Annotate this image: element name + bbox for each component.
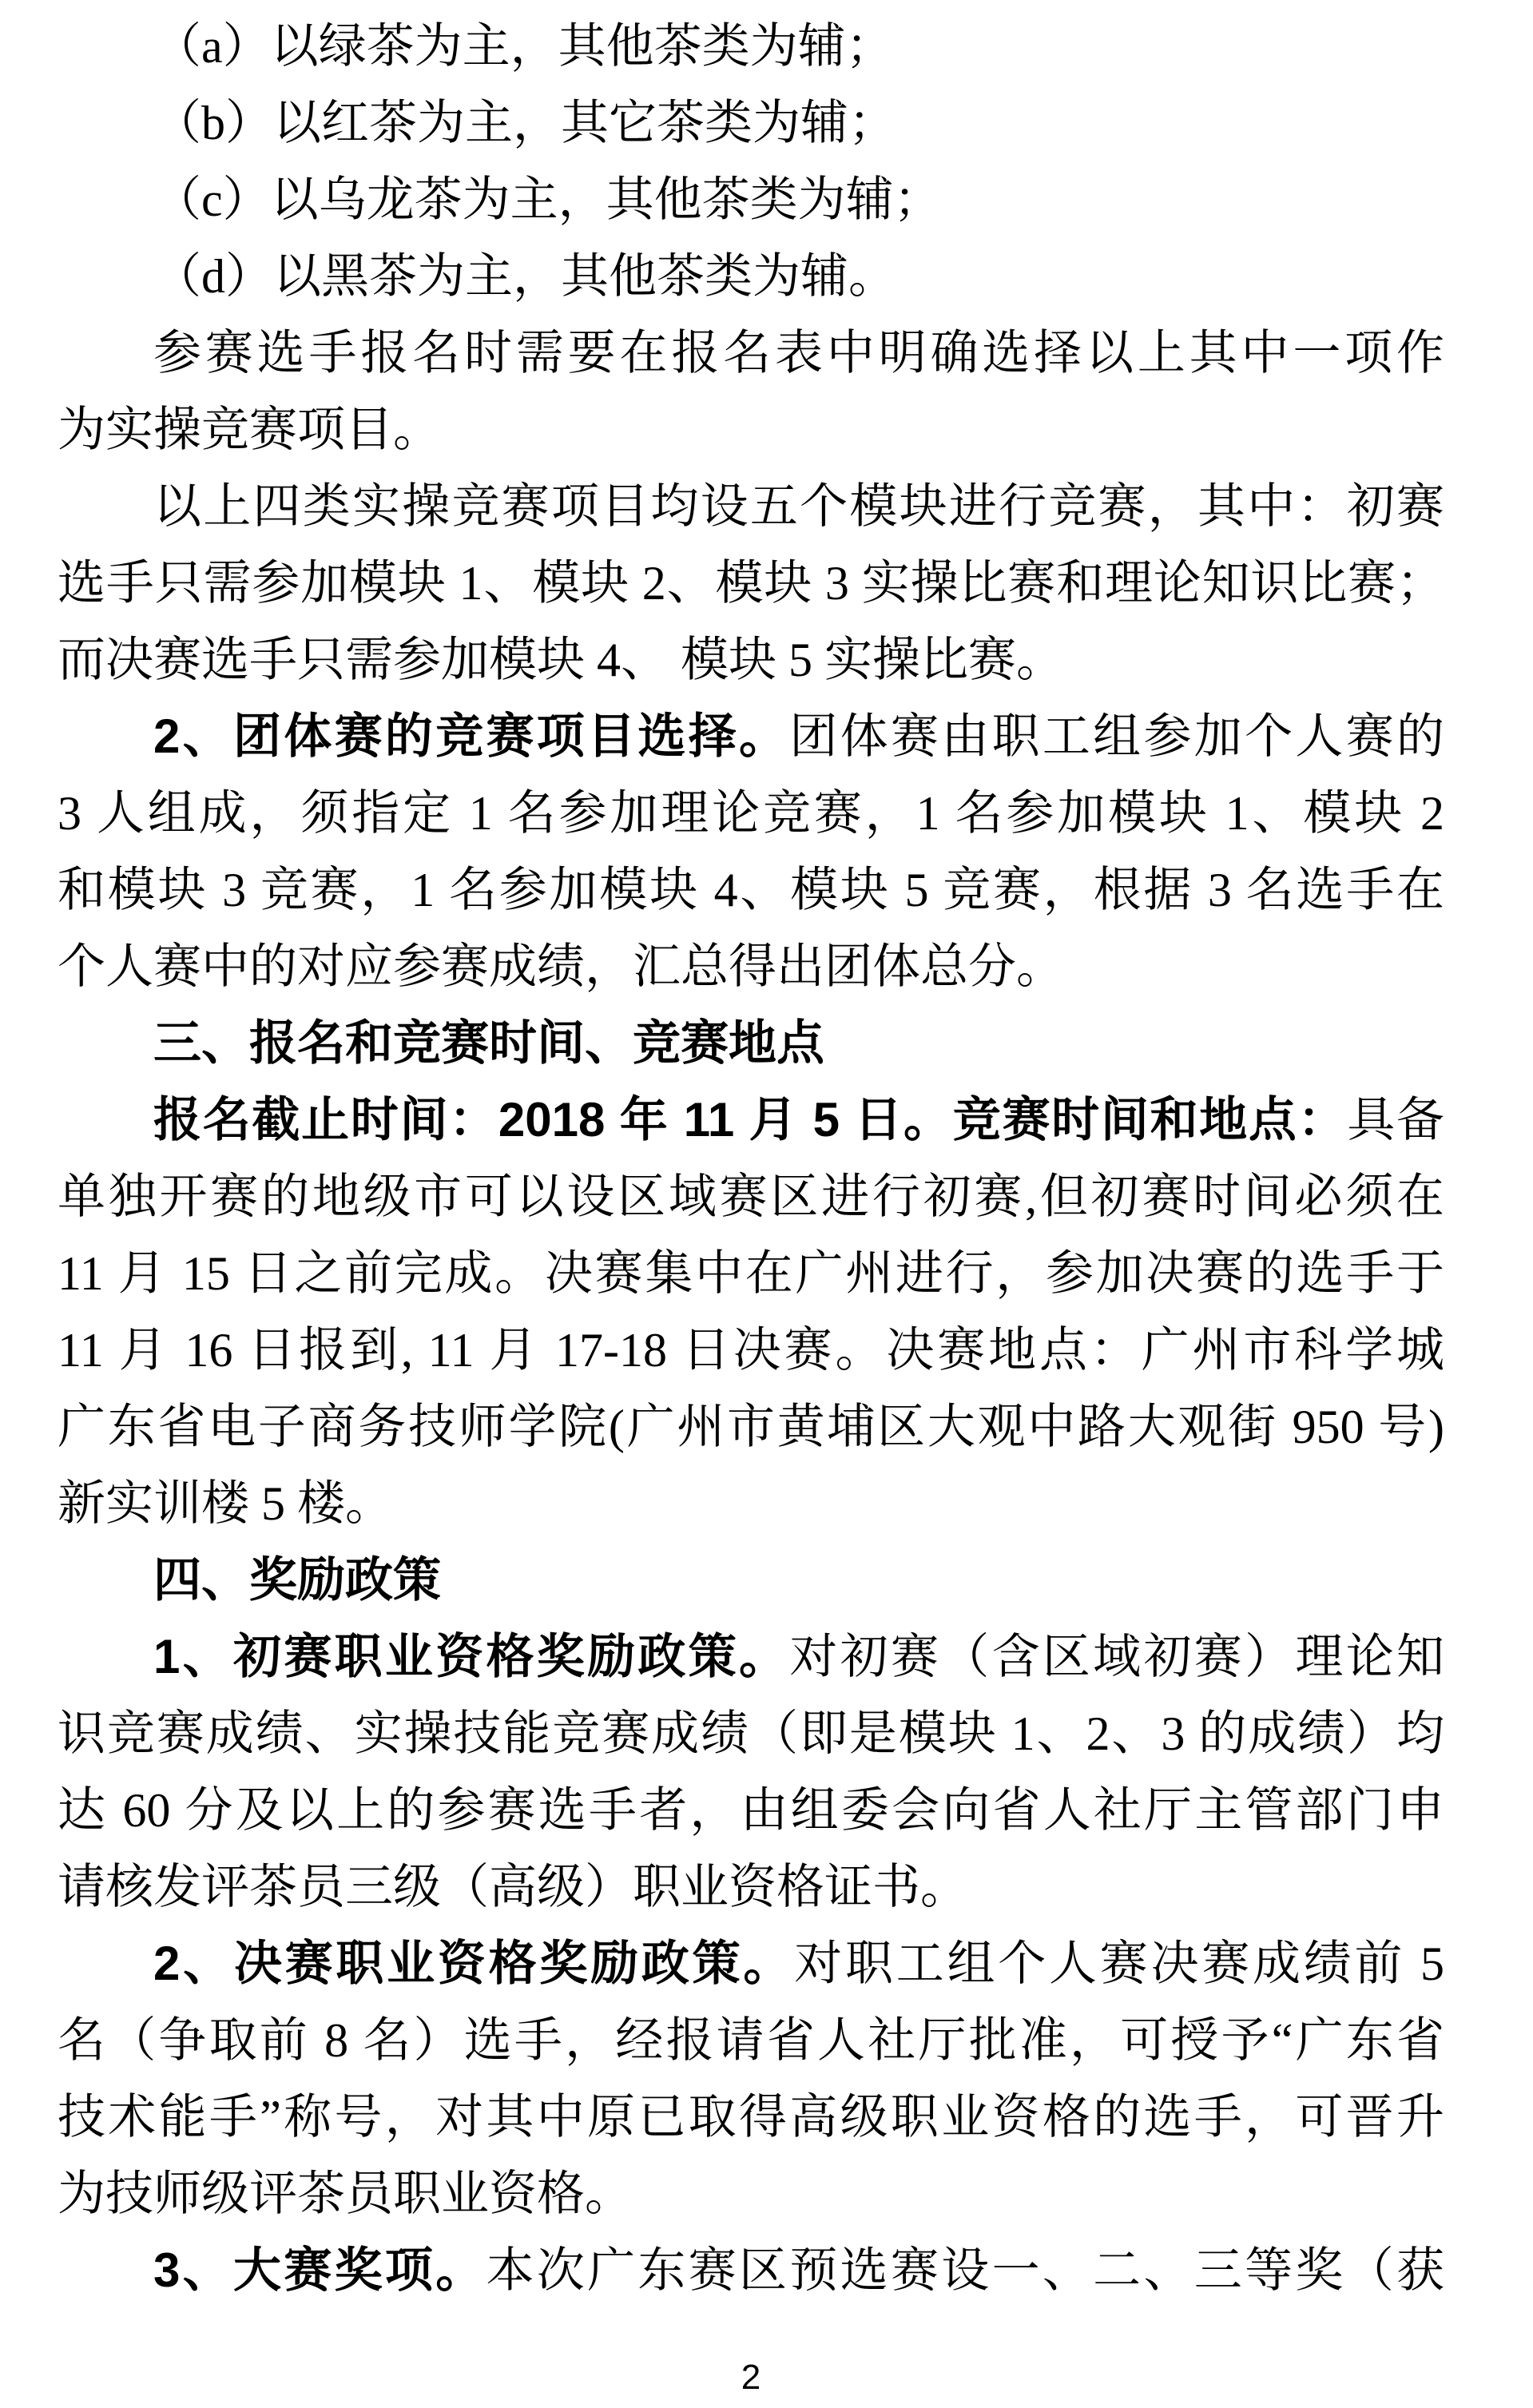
text-line [58,775,1444,852]
bold-text-run: 报名截止时间：2018 年 11 月 5 日。 [153,1093,953,1146]
text-run: 请核发评茶员三级（高级）职业资格证书。 [58,1861,968,1913]
text-run: 选手只需参加模块 1、模块 2、模块 3 实操比赛和理论知识比赛； [58,557,1444,610]
text-run: 对职工组个人赛决赛成绩前 5 [794,1937,1444,1990]
text-run: 单独开赛的地级市可以设区域赛区进行初赛,但初赛时间必须在 [58,1170,1444,1223]
text-line [58,1542,1444,1619]
page-footer [58,2360,1444,2395]
text-run: （c）以乌龙茶为主，其他茶类为辅； [153,173,942,226]
text-line [58,1619,1444,1695]
bold-text-run: 2、决赛职业资格奖励政策。 [153,1937,795,1990]
text-run: （b）以红茶为主，其它茶类为辅； [153,97,896,149]
text-run: 新实训楼 5 楼。 [58,1477,393,1530]
bold-text-run: 2、团体赛的竞赛项目选择。 [153,709,790,763]
text-line [58,622,1444,698]
text-line [58,1312,1444,1389]
text-line [58,2002,1444,2079]
text-run: 技术能手”称号，对其中原已取得高级职业资格的选手，可晋升 [58,2091,1444,2144]
bold-text-run: 竞赛时间和地点： [952,1093,1348,1146]
text-line [58,1158,1444,1235]
text-run: 识竞赛成绩、实操技能竞赛成绩（即是模块 1、2、3 的成绩）均 [58,1707,1444,1760]
text-run: 为技师级评茶员职业资格。 [58,2168,633,2220]
text-line [58,1772,1444,1849]
bold-text-run: 1、初赛职业资格奖励政策。 [153,1630,790,1683]
text-line [58,468,1444,545]
text-line [58,928,1444,1005]
text-run: 11 月 16 日报到, 11 月 17-18 日决赛。决赛地点：广州市科学城 [58,1324,1444,1377]
text-line [58,698,1444,775]
text-line [58,391,1444,468]
text-line [58,85,1444,161]
bold-text-run: 四、奖励政策 [153,1553,441,1607]
document-body [58,8,1444,2309]
text-run: （a）以绿茶为主，其他茶类为辅； [153,20,894,73]
text-run: 本次广东赛区预选赛设一、二、三等奖（获 [486,2244,1445,2297]
text-run: 广东省电子商务技师学院(广州市黄埔区大观中路大观街 950 号) [58,1401,1444,1453]
text-run: 团体赛由职工组参加个人赛的 [789,710,1445,763]
text-line [58,1925,1444,2002]
text-line [58,545,1444,622]
text-line [58,1695,1444,1772]
text-line [58,1849,1444,1925]
text-run: 和模块 3 竞赛，1 名参加模块 4、模块 5 竞赛，根据 3 名选手在 [58,864,1444,916]
text-line [58,1235,1444,1312]
bold-text-run: 三、报名和竞赛时间、竞赛地点 [153,1016,824,1070]
text-line [58,8,1444,85]
text-run: 参赛选手报名时需要在报名表中明确选择以上其中一项作 [153,327,1444,379]
text-line [58,1082,1444,1158]
text-run: 具备 [1347,1094,1445,1146]
page-number: 2 [741,2358,761,2397]
text-line [58,1005,1444,1082]
text-line [58,852,1444,928]
text-line [58,2156,1444,2232]
text-run: 名（争取前 8 名）选手，经报请省人社厅批准，可授予“广东省 [58,2014,1444,2067]
text-run: 达 60 分及以上的参赛选手者，由组委会向省人社厅主管部门申 [58,1784,1444,1837]
text-run: 为实操竞赛项目。 [58,403,441,456]
text-run: 11 月 15 日之前完成。决赛集中在广州进行，参加决赛的选手于 [58,1247,1444,1300]
text-run: （d）以黑茶为主，其他茶类为辅。 [153,250,896,303]
text-run: 3 人组成，须指定 1 名参加理论竞赛，1 名参加模块 1、模块 2 [58,787,1444,840]
text-line [58,238,1444,315]
text-line [58,1465,1444,1542]
text-line [58,2079,1444,2156]
text-run: 个人赛中的对应参赛成绩，汇总得出团体总分。 [58,940,1064,993]
text-run: 而决赛选手只需参加模块 4、 模块 5 实操比赛。 [58,634,1064,686]
text-line [58,315,1444,391]
text-run: 对初赛（含区域初赛）理论知 [789,1631,1445,1683]
text-line [58,1389,1444,1465]
text-line [58,161,1444,238]
text-line [58,2232,1444,2309]
bold-text-run: 3、大赛奖项。 [153,2243,487,2297]
text-run: 以上四类实操竞赛项目均设五个模块进行竞赛，其中：初赛 [153,480,1444,533]
